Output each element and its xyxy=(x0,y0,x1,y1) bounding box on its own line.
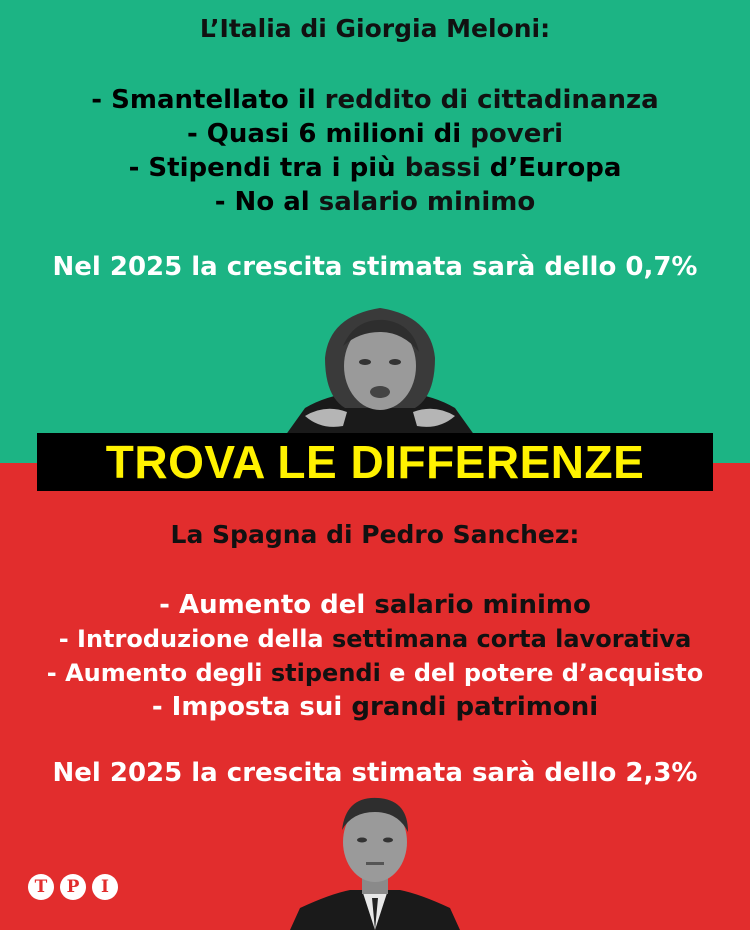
bullet-highlight: poveri xyxy=(470,119,564,149)
spain-bullet xyxy=(0,656,750,690)
italy-title: L’Italia di Giorgia Meloni: xyxy=(199,14,551,43)
spain-bullets xyxy=(0,588,750,724)
meloni-portrait xyxy=(285,296,475,436)
bullet-highlight: stipendi xyxy=(270,659,381,687)
italy-bullet xyxy=(0,151,750,185)
italy-bullet xyxy=(0,117,750,151)
spain-bullet xyxy=(0,690,750,724)
logo-letter: I xyxy=(92,874,118,900)
spain-bullet xyxy=(0,588,750,622)
bullet-text: - Imposta sui xyxy=(151,692,352,722)
bullet-highlight: salario minimo xyxy=(318,187,536,217)
bullet-text: - Aumento degli xyxy=(46,659,271,687)
sanchez-portrait xyxy=(290,790,460,930)
bullet-highlight: bassi xyxy=(404,153,481,183)
bullet-highlight: settimana corta lavorativa xyxy=(331,625,692,653)
italy-bullet xyxy=(0,83,750,117)
bullet-text: d’Europa xyxy=(480,153,622,183)
italy-bullet xyxy=(0,185,750,219)
spain-bullet xyxy=(0,622,750,656)
bullet-highlight: grandi patrimoni xyxy=(351,692,599,722)
trova-le-differenze-banner xyxy=(37,433,713,491)
spain-title: La Spagna di Pedro Sanchez: xyxy=(170,520,580,549)
bullet-text: e del potere d’acquisto xyxy=(380,659,704,687)
banner-text: TROVA LE DIFFERENZE xyxy=(105,436,645,488)
bullet-text: - Stipendi tra i più xyxy=(128,153,405,183)
tpi-logo xyxy=(28,874,118,900)
bullet-text: - Smantellato il xyxy=(91,85,325,115)
bullet-highlight: reddito di cittadinanza xyxy=(324,85,659,115)
bullet-text: - Introduzione della xyxy=(58,625,332,653)
spain-growth: Nel 2025 la crescita stimata sarà dello 2,3% xyxy=(52,758,698,788)
logo-letter: P xyxy=(60,874,86,900)
logo-letter: T xyxy=(28,874,54,900)
bullet-text: - Quasi 6 milioni di xyxy=(186,119,471,149)
bullet-text: - Aumento del xyxy=(159,590,375,620)
bullet-text: - No al xyxy=(214,187,319,217)
italy-bullets xyxy=(0,83,750,219)
bullet-highlight: salario minimo xyxy=(374,590,591,620)
italy-growth: Nel 2025 la crescita stimata sarà dello 0,7% xyxy=(52,252,698,282)
